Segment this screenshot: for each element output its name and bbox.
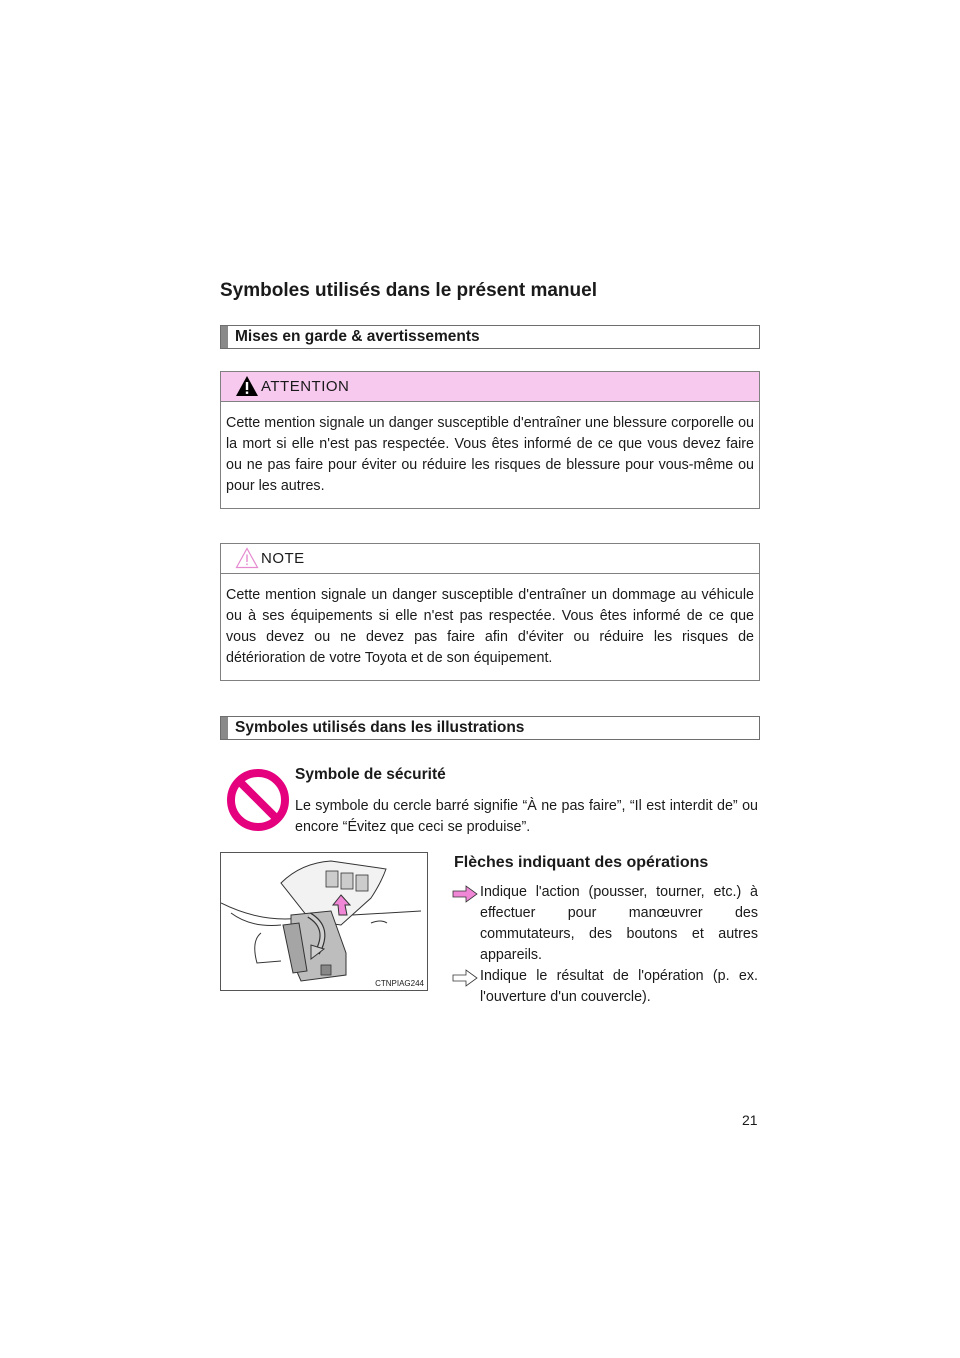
result-arrow-text: Indique le résultat de l'opération (p. ex. l'ouverture d'un couvercle).	[480, 968, 758, 1005]
attention-text: Cette mention signale un danger susceptible d'entraîner une blessure corporelle ou la mort si elle n'est pas respectée. Vous êtes informé de ce que vous devez faire ou ne pas faire pour éviter ou réduire les risques de blessure pour vous-même ou pour les autres.	[226, 415, 754, 494]
overhead-console-drawing	[221, 853, 427, 990]
section-header-title: Symboles utilisés dans les illustrations	[235, 719, 525, 736]
note-text: Cette mention signale un danger susceptible d'entraîner un dommage au véhicule ou à ses équipements si elle n'est pas respectée. Vous êtes informé de ce que vous devez ou ne devez pas faire afin d'éviter ou réduire les risques de détérioration de votre Toyota et de son équipement.	[226, 587, 754, 666]
section-header-bar	[221, 326, 228, 348]
section-header-bar	[221, 717, 228, 739]
result-arrow-icon	[452, 969, 478, 987]
attention-box	[220, 371, 760, 509]
note-box	[220, 543, 760, 681]
page-title: Symboles utilisés dans le présent manuel	[220, 280, 597, 301]
arrow-item-result	[452, 966, 758, 1008]
section-header-illustrations	[220, 716, 760, 740]
section-header-warnings	[220, 325, 760, 349]
prohibition-icon	[226, 768, 290, 832]
note-label: NOTE	[261, 550, 305, 567]
illustration-code: CTNPIAG244	[375, 979, 424, 988]
attention-header	[221, 372, 759, 402]
note-header	[221, 544, 759, 574]
illustration-overhead-console	[220, 852, 428, 991]
safety-symbol-title: Symbole de sécurité	[295, 766, 446, 783]
caution-triangle-outline-icon	[235, 547, 259, 569]
safety-symbol-text: Le symbole du cercle barré signifie “À ne pas faire”, “Il est interdit de” ou encore “Évitez que ceci se produise”.	[295, 798, 758, 835]
page-number: 21	[742, 1112, 758, 1128]
warning-triangle-icon	[235, 375, 259, 397]
section-header-title: Mises en garde & avertissements	[235, 328, 480, 345]
action-arrow-icon	[452, 885, 478, 903]
attention-label: ATTENTION	[261, 378, 350, 395]
arrow-item-action	[452, 882, 758, 966]
arrows-title: Flèches indiquant des opérations	[454, 854, 709, 871]
action-arrow-text: Indique l'action (pousser, tourner, etc.) à effectuer pour manœuvrer des commutateurs, des boutons et autres appareils.	[480, 884, 758, 963]
